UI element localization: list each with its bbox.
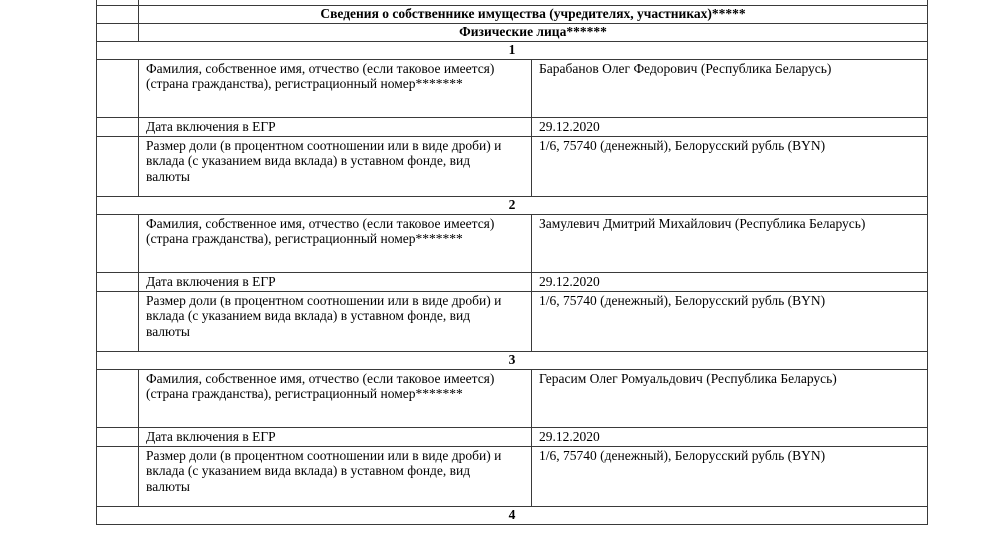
entry-number: 3	[97, 351, 928, 369]
gutter-cell	[97, 23, 139, 41]
owner-name-value: Барабанов Олег Федорович (Республика Беларусь)	[532, 59, 928, 117]
entry-share-row	[97, 291, 928, 351]
section-title-row	[97, 5, 928, 23]
entry-share-row	[97, 446, 928, 506]
entry-number: 4	[97, 506, 928, 524]
entry-share-row	[97, 136, 928, 196]
entry-number-row	[97, 506, 928, 524]
entry-name-row	[97, 59, 928, 117]
entry-name-row	[97, 214, 928, 272]
gutter-cell	[97, 369, 139, 427]
share-label-cell: Размер доли (в процентном соотношении или в виде дроби) и вклада (с указанием вида вклада) в уставном фонде, вид валюты	[139, 291, 532, 351]
date-label-cell: Дата включения в ЕГР	[139, 427, 532, 446]
entry-date-row	[97, 272, 928, 291]
share-label-cell: Размер доли (в процентном соотношении или в виде дроби) и вклада (с указанием вида вклада) в уставном фонде, вид валюты	[139, 136, 532, 196]
owners-table	[96, 0, 928, 525]
name-label-cell: Фамилия, собственное имя, отчество (если таковое имеется) (страна гражданства), регистрационный номер*******	[139, 214, 532, 272]
subsection-title-row	[97, 23, 928, 41]
gutter-cell	[97, 214, 139, 272]
gutter-cell	[97, 446, 139, 506]
entry-date-row	[97, 117, 928, 136]
share-value: 1/6, 75740 (денежный), Белорусский рубль (BYN)	[532, 291, 928, 351]
share-value: 1/6, 75740 (денежный), Белорусский рубль (BYN)	[532, 136, 928, 196]
gutter-cell	[97, 291, 139, 351]
name-label-cell: Фамилия, собственное имя, отчество (если таковое имеется) (страна гражданства), регистрационный номер*******	[139, 369, 532, 427]
owner-name-value: Герасим Олег Ромуальдович (Республика Беларусь)	[532, 369, 928, 427]
owner-name-value: Замулевич Дмитрий Михайлович (Республика Беларусь)	[532, 214, 928, 272]
section-title: Сведения о собственнике имущества (учредителях, участниках)*****	[139, 5, 928, 23]
gutter-cell	[97, 272, 139, 291]
gutter-cell	[97, 427, 139, 446]
gutter-cell	[97, 5, 139, 23]
gutter-cell	[97, 117, 139, 136]
share-label-cell: Размер доли (в процентном соотношении или в виде дроби) и вклада (с указанием вида вклада) в уставном фонде, вид валюты	[139, 446, 532, 506]
entry-number-row	[97, 41, 928, 59]
entry-name-row	[97, 369, 928, 427]
entry-number: 2	[97, 196, 928, 214]
entry-number-row	[97, 196, 928, 214]
entry-number-row	[97, 351, 928, 369]
entry-date-row	[97, 427, 928, 446]
egr-date-value: 29.12.2020	[532, 117, 928, 136]
gutter-cell	[97, 59, 139, 117]
entry-number: 1	[97, 41, 928, 59]
name-label-cell: Фамилия, собственное имя, отчество (если таковое имеется) (страна гражданства), регистрационный номер*******	[139, 59, 532, 117]
share-value: 1/6, 75740 (денежный), Белорусский рубль (BYN)	[532, 446, 928, 506]
date-label-cell: Дата включения в ЕГР	[139, 272, 532, 291]
egr-date-value: 29.12.2020	[532, 427, 928, 446]
egr-date-value: 29.12.2020	[532, 272, 928, 291]
gutter-cell	[97, 136, 139, 196]
date-label-cell: Дата включения в ЕГР	[139, 117, 532, 136]
subsection-title: Физические лица******	[139, 23, 928, 41]
